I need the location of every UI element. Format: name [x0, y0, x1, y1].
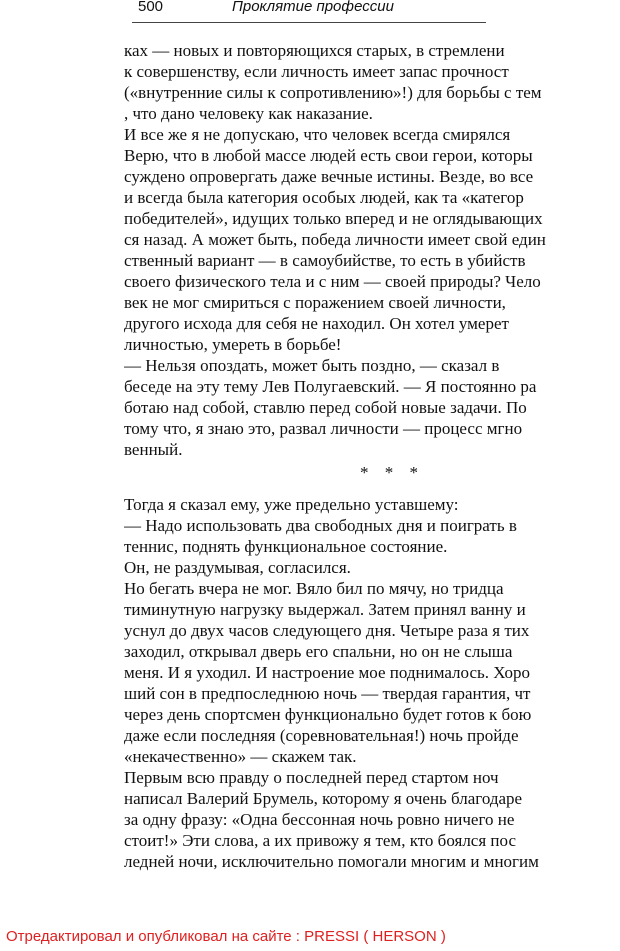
text-line: ший сон в предпоследнюю ночь — твердая гарантия, чт — [124, 684, 531, 703]
text-line: даже если последняя (соревновательная!) ночь пройде — [124, 726, 519, 745]
text-line: своего физического тела и с ним — своей природы? Чело — [124, 272, 541, 291]
footer-credit-note: Отредактировал и опубликовал на сайте : PRESSI ( HERSON ) — [6, 928, 446, 945]
text-line: ственный вариант — в самоубийстве, то есть в убийств — [124, 251, 526, 270]
text-line: написал Валерий Брумель, которому я очень благодаре — [124, 789, 523, 808]
text-line: другого исхода для себя не находил. Он хотел умерет — [124, 314, 509, 333]
text-line: победителей», идущих только вперед и не оглядывающих — [124, 209, 543, 228]
text-line: за одну фразу: «Одна бессонная ночь ровно ничего не — [124, 810, 515, 829]
text-line: и всегда была категория особых людей, как та «категор — [124, 188, 524, 207]
text-line: («внутренние силы к сопротивлению»!) для борьбы с тем — [124, 83, 542, 102]
text-line: теннис, поднять функциональное состояние. — [124, 537, 448, 556]
text-line: тому что, я знаю это, развал личности — процесс мгно — [124, 419, 523, 438]
text-line: меня. И я уходил. И настроение мое поднималось. Хоро — [124, 663, 530, 682]
text-line: суждено опровергать даже вечные истины. Везде, во все — [124, 167, 534, 186]
text-line: ках — новых и повторяющихся старых, в стремлени — [124, 41, 505, 60]
text-line: уснул до двух часов следующего дня. Четыре раза я тих — [124, 621, 530, 640]
text-line: беседе на эту тему Лев Полугаевский. — Я постоянно ра — [124, 377, 537, 396]
text-line: Первым всю правду о последней перед стартом ноч — [124, 768, 499, 787]
text-line: стоит!» Эти слова, а их привожу я тем, кто боялся пос — [124, 831, 516, 850]
text-line: Но бегать вчера не мог. Вяло бил по мячу, но тридца — [124, 579, 504, 598]
text-line: «некачественно» — скажем так. — [124, 747, 357, 766]
text-line: через день спортсмен функционально будет готов к бою — [124, 705, 532, 724]
text-block-2 — [124, 494, 620, 872]
text-line: ледней ночи, исключительно помогали многим и многим — [124, 852, 539, 871]
running-title: Проклятие профессии — [232, 0, 394, 15]
page-header — [132, 0, 486, 23]
text-line: — Надо использовать два свободных дня и поиграть в — [124, 516, 517, 535]
text-line: век не мог смириться с поражением своей личности, — [124, 293, 506, 312]
text-line: ся назад. А может быть, победа личности имеет свой един — [124, 230, 546, 249]
text-line: , что дано человеку как наказание. — [124, 104, 373, 123]
text-line: заходил, открывал дверь его спальни, но он не слыша — [124, 642, 513, 661]
text-line: И все же я не допускаю, что человек всегда смирялся — [124, 125, 511, 144]
text-line: Верю, что в любой массе людей есть свои герои, которы — [124, 146, 533, 165]
text-line: Он, не раздумывая, согласился. — [124, 558, 351, 577]
text-line: ботаю над собой, ставлю перед собой новые задачи. По — [124, 398, 527, 417]
text-block-1 — [124, 40, 620, 460]
text-line: Тогда я сказал ему, уже предельно уставшему: — [124, 495, 459, 514]
text-line: личностью, умереть в борьбе! — [124, 335, 342, 354]
section-separator: * * * — [360, 463, 424, 482]
text-line: венный. — [124, 440, 183, 459]
text-line: тиминутную нагрузку выдержал. Затем принял ванну и — [124, 600, 526, 619]
text-line: — Нельзя опоздать, может быть поздно, — сказал в — [124, 356, 500, 375]
page-number: 500 — [138, 0, 164, 15]
text-line: к совершенству, если личность имеет запас прочност — [124, 62, 509, 81]
